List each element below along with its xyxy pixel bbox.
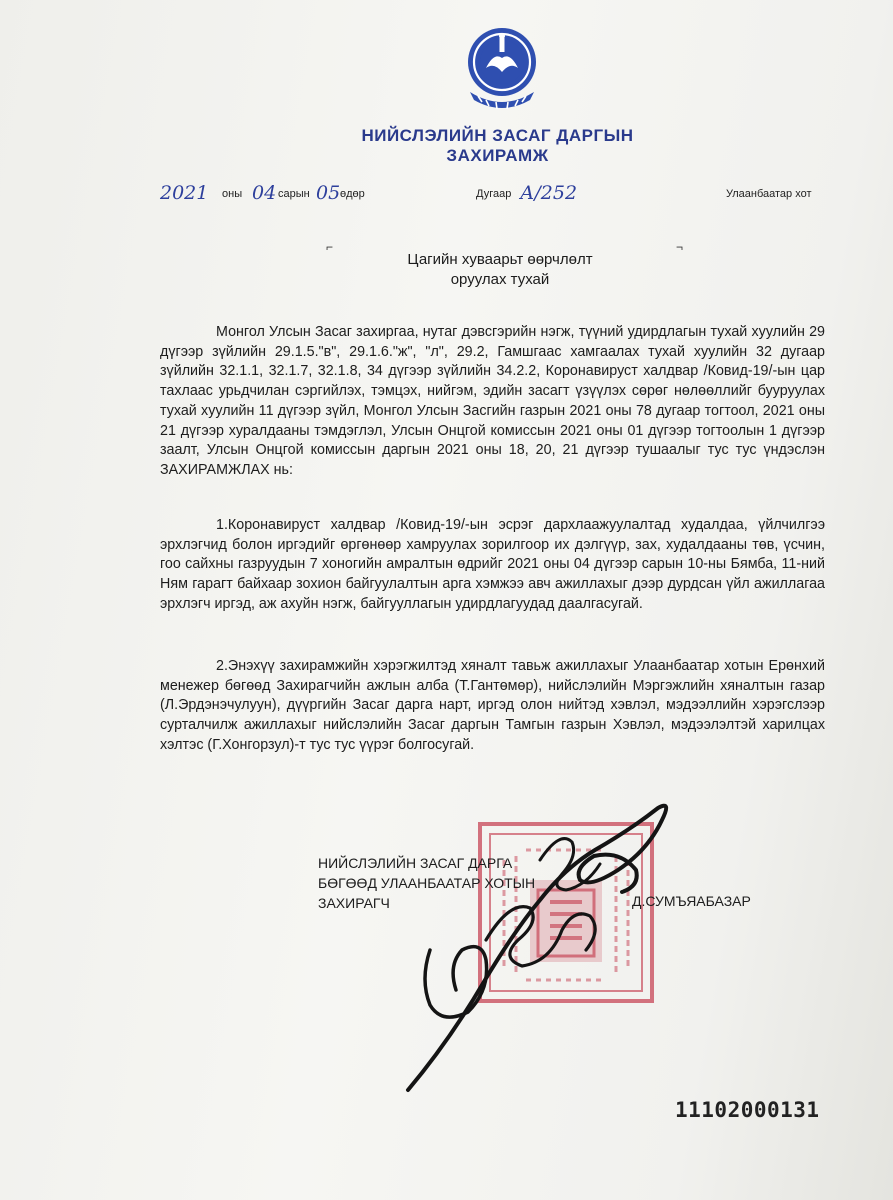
org-line-1: НИЙСЛЭЛИЙН ЗАСАГ ДАРГЫН (361, 126, 634, 145)
preamble-paragraph: Монгол Улсын Засаг захиргаа, нутаг дэвсгэрийн нэгж, түүний удирдлагын тухай хуулийн 29 дүгээр зүйлийн 29.1.5."в", 29.1.6."ж", "л", 29.2, Гамшгаас хамгаалах тухай хуулийн 32 дугаар зүйлийн 32.1.1, 32.1.7, 32.1.8, 34 дүгээр зүйлийн 34.2.2, Коронавируст халдвар /Ковид-19/-ын цар тахлаас урьдчилан сэргийлэх, тэмцэх, нийгэм, эдийн засагт үзүүлэх сөрөг нөлөөллийг бууруулах тухай хуулийн 11 дүгээр зүйл, Монгол Улсын Засгийн газрын 2021 оны 78 дугаар тогтоол, 2021 оны 21 дүгээр хуралдааны тэмдэглэл, Улсын Онцгой комиссын 2021 оны 01 дүгээр тогтоолын 1 дүгээр заалт, Улсын Онцгой комиссын даргын 2021 оны 18, 20, 21 дүгээр тушаалыг тус тус үндэслэн ЗАХИРАМЖЛАХ нь: (160, 324, 825, 478)
signatory-name: Д.СУМЪЯАБАЗАР (632, 893, 751, 909)
signatory-title-line-3: ЗАХИРАГЧ (318, 895, 390, 911)
month-label: сарын (278, 188, 310, 200)
day-label: өдөр (340, 188, 365, 200)
order-item-1: 1.Коронавируст халдвар /Ковид-19/-ын эсрэг дархлаажуулалтад худалдаа, үйлчилгээ эрхлэгчид болон иргэдийг өргөнөөр хамруулах зорилгоор их дэлгүүр, зах, худалдааны төв, үсчин, гоо сайхны газруудын 7 хоногийн амралтын өдрийг 2021 оны 04 дүгээр сарын 10-ны Бямба, 11-ний Ням гарагт байхаар зохион байгуулалтын арга хэмжээ авч ажиллахыг дээр дурдсан үйл ажиллагаа эрхлэгч иргэд, аж ахуйн нэгж, байгууллагын удирдлагуудад даалгасугай. (160, 517, 825, 612)
number-label: Дугаар (476, 188, 512, 200)
mongolia-state-emblem-icon (456, 22, 548, 114)
year-label: оны (222, 188, 243, 200)
signatory-title-line-1: НИЙСЛЭЛИЙН ЗАСАГ ДАРГА (318, 855, 513, 871)
subject-line-2: оруулах тухай (450, 271, 550, 288)
date-month: 04 (252, 182, 277, 204)
handwritten-signature-icon (390, 790, 690, 1110)
date-year: 2021 (160, 182, 209, 204)
document-subject (300, 250, 700, 290)
subject-line-1: Цагийн хуваарьт өөрчлөлт (407, 251, 593, 268)
order-item-2: 2.Энэхүү захирамжийн хэрэгжилтэд хяналт тавьж ажиллахыг Улаанбаатар хотын Ерөнхий менежер бөгөөд Захирагчийн ажлын алба (Т.Гантөмөр), нийслэлийн Мэргэжлийн хяналтын газар (Л.Эрдэнэчулуун), дүүргийн Засаг дарга нарт, иргэд олон нийтэд хэвлэл, мэдээллийн хэрэгслээр сурталчилж ажиллахыг нийслэлийн Засаг даргын Тамгын газрын Хэвлэл, мэдээлэлтэй харилцах хэлтэс (Г.Хонгорзул)-т тус тус үүрэг болгосугай. (160, 658, 825, 753)
signatory-title-line-2: БӨГӨӨД УЛААНБААТАР ХОТЫН (318, 875, 536, 891)
issuer-heading (300, 126, 695, 166)
corner-mark-right: ¬ (676, 240, 684, 254)
org-line-2: ЗАХИРАМЖ (446, 146, 549, 165)
date-day: 05 (316, 182, 341, 204)
date-number-line (160, 180, 830, 208)
document-serial-number: 11102000131 (675, 1098, 820, 1122)
city-name: Улаанбаатар хот (726, 188, 812, 200)
document-order-number: А/252 (520, 182, 578, 204)
corner-mark-left: ⌐ (326, 240, 334, 254)
